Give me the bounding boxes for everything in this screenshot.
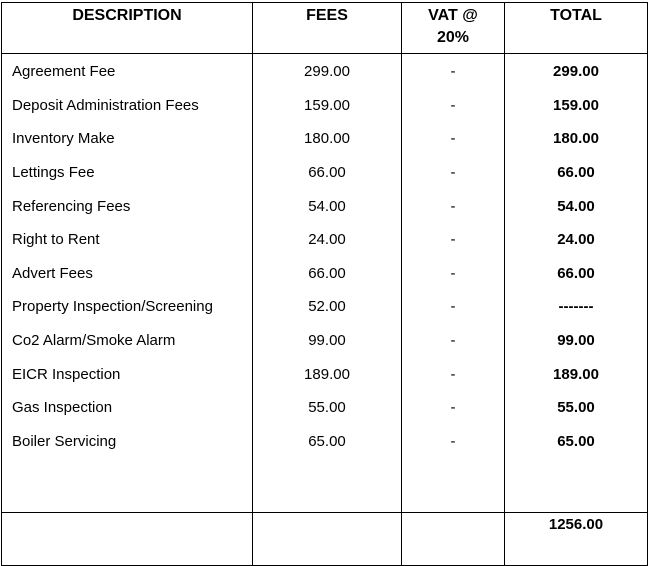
row-fee: 24.00 <box>253 223 402 257</box>
description-header: DESCRIPTION <box>2 3 253 54</box>
row-vat: - <box>402 189 505 223</box>
row-total: ------- <box>505 290 648 324</box>
table-row <box>2 89 648 123</box>
items-body <box>2 54 648 513</box>
row-fee: 180.00 <box>253 122 402 156</box>
row-vat: - <box>402 89 505 123</box>
grand-total-fees-cell <box>253 513 402 566</box>
row-vat: - <box>402 391 505 425</box>
row-description: Property Inspection/Screening <box>2 290 253 324</box>
row-fee: 99.00 <box>253 324 402 358</box>
row-fee: 52.00 <box>253 290 402 324</box>
row-description: Boiler Servicing <box>2 425 253 459</box>
row-vat: - <box>402 54 505 89</box>
row-fee: 189.00 <box>253 357 402 391</box>
table-row <box>2 357 648 391</box>
row-fee: 299.00 <box>253 54 402 89</box>
vat-header: VAT @ 20% <box>402 3 505 54</box>
table-row <box>2 290 648 324</box>
row-description: Right to Rent <box>2 223 253 257</box>
row-total: 54.00 <box>505 189 648 223</box>
row-total: 24.00 <box>505 223 648 257</box>
row-total: 65.00 <box>505 425 648 459</box>
row-vat: - <box>402 357 505 391</box>
row-vat: - <box>402 290 505 324</box>
spacer-cell <box>402 458 505 513</box>
row-total: 180.00 <box>505 122 648 156</box>
spacer-cell <box>253 458 402 513</box>
row-description: Gas Inspection <box>2 391 253 425</box>
row-fee: 66.00 <box>253 257 402 291</box>
table-row <box>2 257 648 291</box>
row-vat: - <box>402 324 505 358</box>
row-fee: 54.00 <box>253 189 402 223</box>
row-fee: 66.00 <box>253 156 402 190</box>
row-description: Co2 Alarm/Smoke Alarm <box>2 324 253 358</box>
header-row <box>2 3 648 54</box>
spacer-cell <box>505 458 648 513</box>
row-description: Agreement Fee <box>2 54 253 89</box>
row-fee: 65.00 <box>253 425 402 459</box>
row-total: 99.00 <box>505 324 648 358</box>
row-total: 66.00 <box>505 156 648 190</box>
row-total: 189.00 <box>505 357 648 391</box>
fees-header: FEES <box>253 3 402 54</box>
row-vat: - <box>402 156 505 190</box>
table-row <box>2 122 648 156</box>
row-description: Referencing Fees <box>2 189 253 223</box>
row-vat: - <box>402 122 505 156</box>
row-vat: - <box>402 223 505 257</box>
row-total: 55.00 <box>505 391 648 425</box>
grand-total-row <box>2 513 648 566</box>
table-row <box>2 54 648 89</box>
row-description: Advert Fees <box>2 257 253 291</box>
row-description: Inventory Make <box>2 122 253 156</box>
table-row <box>2 189 648 223</box>
spacer-cell <box>2 458 253 513</box>
spacer-row <box>2 458 648 513</box>
row-total: 299.00 <box>505 54 648 89</box>
total-header: TOTAL <box>505 3 648 54</box>
table-row <box>2 425 648 459</box>
row-vat: - <box>402 425 505 459</box>
row-fee: 55.00 <box>253 391 402 425</box>
row-vat: - <box>402 257 505 291</box>
fees-table <box>1 2 648 566</box>
table-row <box>2 223 648 257</box>
row-description: Deposit Administration Fees <box>2 89 253 123</box>
table-row <box>2 156 648 190</box>
row-fee: 159.00 <box>253 89 402 123</box>
row-description: EICR Inspection <box>2 357 253 391</box>
table-row <box>2 391 648 425</box>
grand-total-description-cell <box>2 513 253 566</box>
grand-total-vat-cell <box>402 513 505 566</box>
row-total: 159.00 <box>505 89 648 123</box>
table-row <box>2 324 648 358</box>
grand-total-value: 1256.00 <box>505 513 648 566</box>
row-description: Lettings Fee <box>2 156 253 190</box>
row-total: 66.00 <box>505 257 648 291</box>
